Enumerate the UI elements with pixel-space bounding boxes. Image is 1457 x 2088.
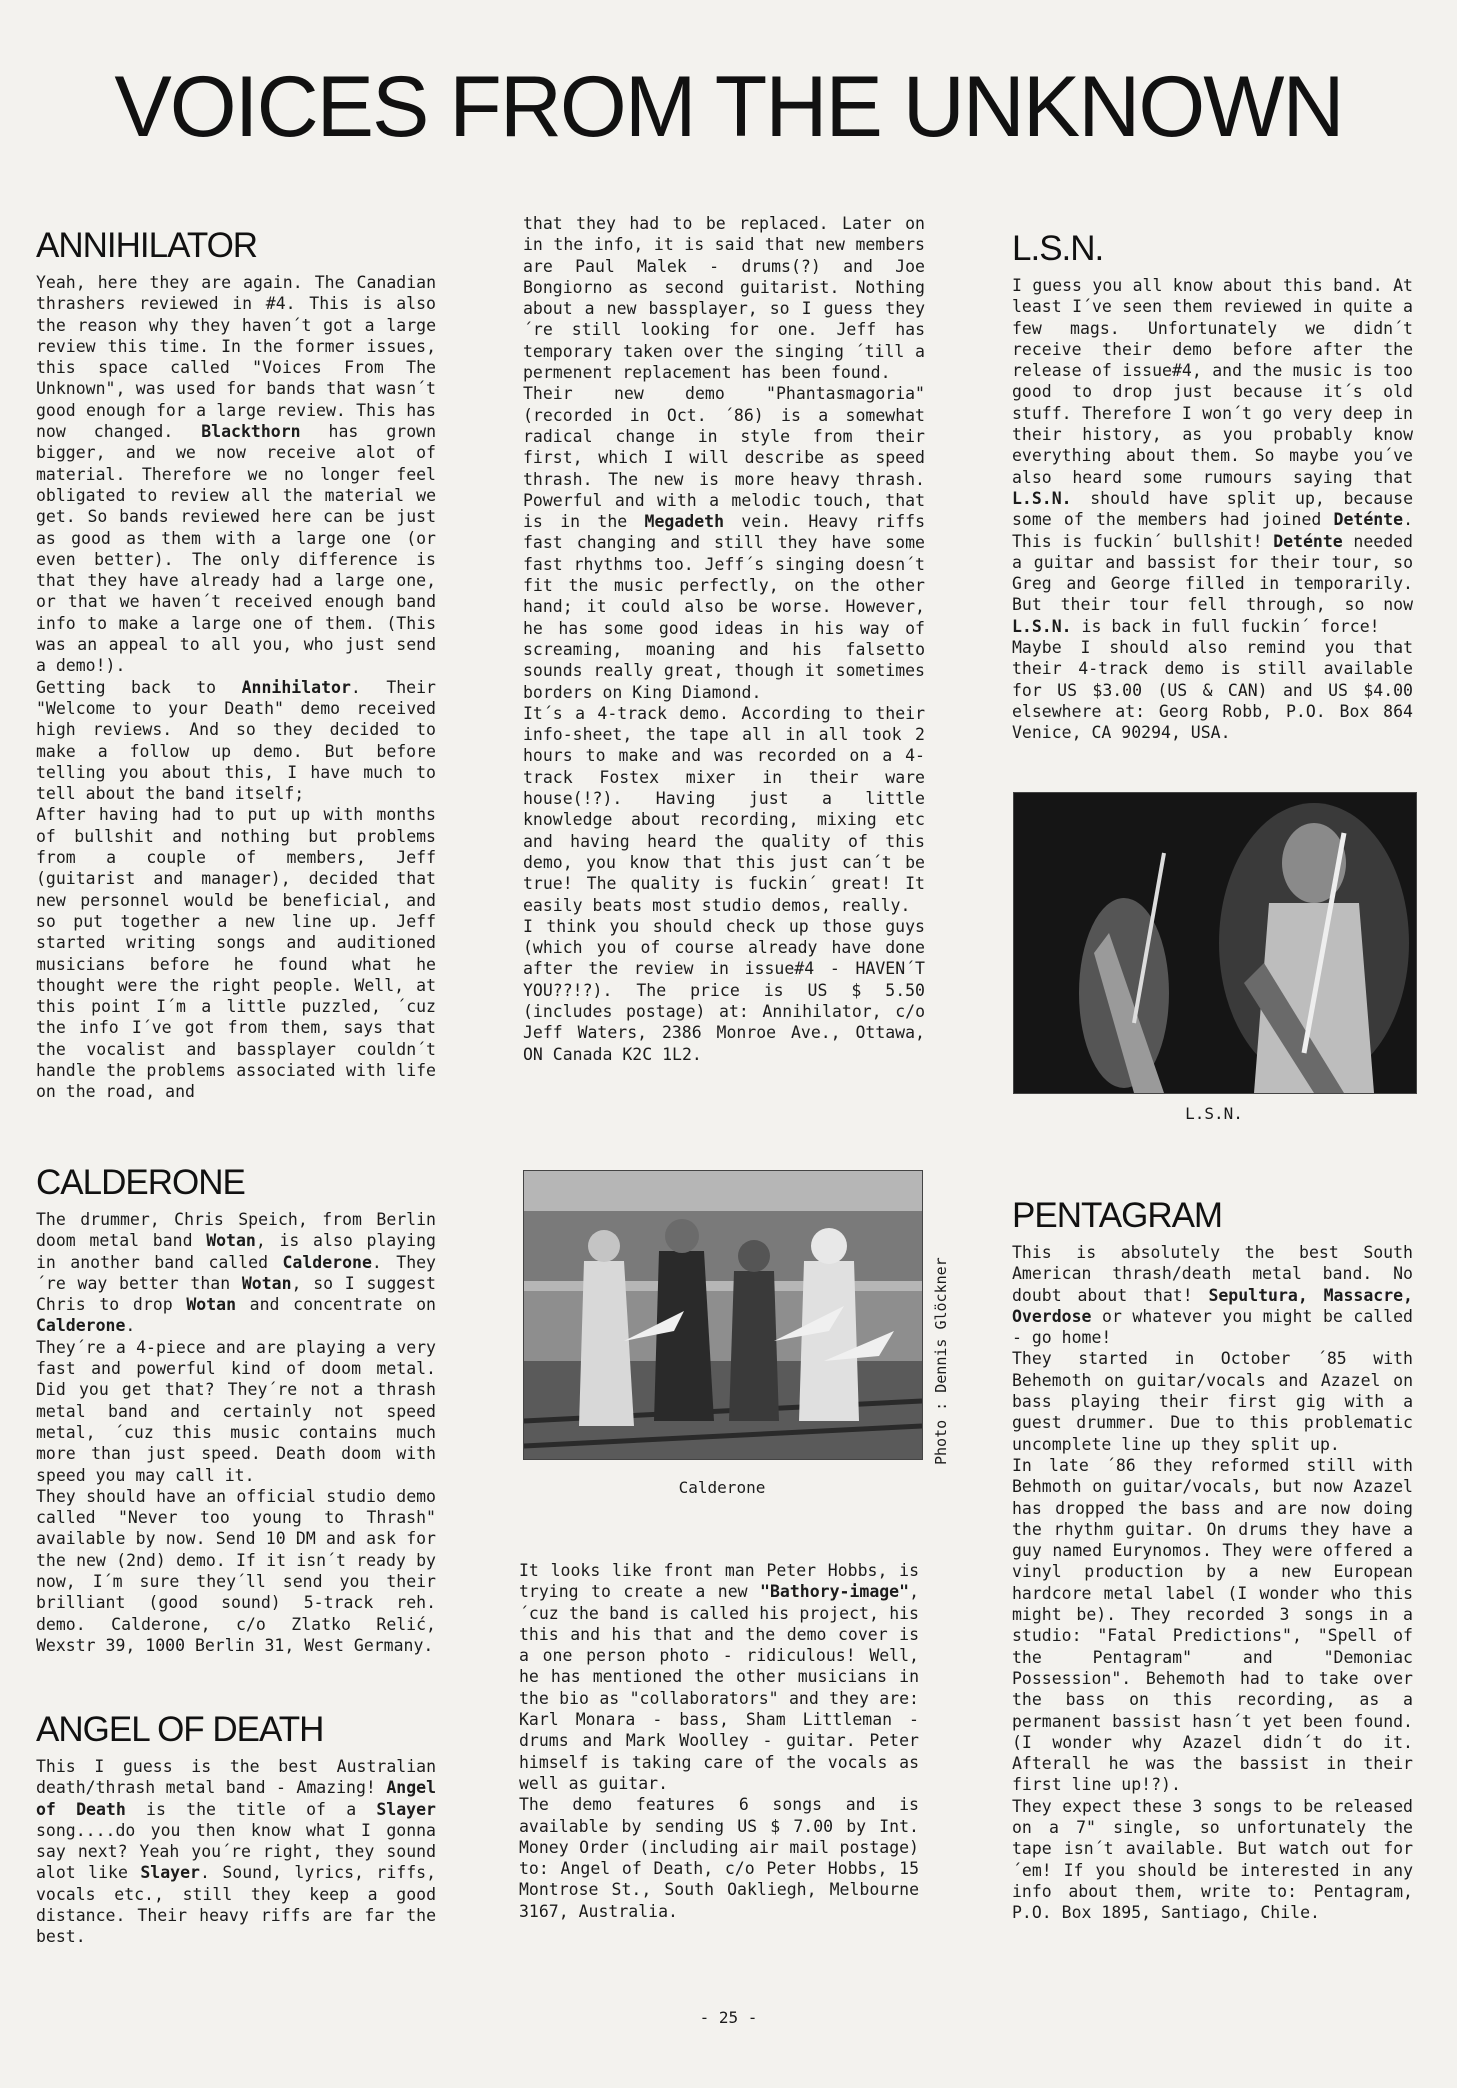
pentagram-paragraph: This is absolutely the best South American thrash/death metal band. No doubt about that! Sepultura, Massacre, Overdose or whatever you might be called - go home! bbox=[1012, 1243, 1413, 1348]
lsn-band-photo bbox=[1013, 792, 1417, 1094]
calderone-band-photo bbox=[523, 1170, 923, 1460]
calderone-paragraph: They´re a 4-piece and are playing a very fast and powerful kind of doom metal. Did you get that? They´re not a thrash metal band and certainly not speed metal, ´cuz this music contains much more than just speed. Death doom with speed you may call it. bbox=[36, 1337, 436, 1485]
lsn-heading: L.S.N. bbox=[1012, 229, 1104, 268]
annihilator-article bbox=[36, 226, 436, 1103]
calderone-heading: CALDERONE bbox=[36, 1163, 245, 1202]
pentagram-paragraph: In late ´86 they reformed still with Behmoth on guitar/vocals, but now Azazel has dropped the bass and are now doing the rhythm guitar. On drums they have a guy named Eurynomos. They were offered a vinyl production by a new European hardcore metal label (I wonder who this might be). They recorded 3 songs in a studio: "Fatal Predictions", "Spell of the Pentagram" and "Demoniac Possession". Behemoth had to take over the bass on this recording, as a permanent bassist hasn´t yet been found. (I wonder why Azazel didn´t do it. Afterall he was the bassist in their first line up!?). bbox=[1012, 1455, 1413, 1795]
lsn-photo-caption: L.S.N. bbox=[1185, 1104, 1243, 1123]
lsn-paragraph: I guess you all know about this band. At least I´ve seen them reviewed in quite a few mags. Unfortunately we didn´t receive their demo before after the release of issue#4, and the music is too good to drop just because it´s old stuff. Therefore I won´t go very deep in their history, as you probably know everything about them. So maybe you´ve also heard some rumours saying that L.S.N. should have split up, because some of the members had joined Deténte. This is fuckin´ bullshit! Deténte needed a guitar and bassist for their tour, so Greg and George filled in temporarily. But their tour fell through, so now L.S.N. is back in full fuckin´ force! bbox=[1012, 276, 1413, 636]
angel-of-death-paragraph: This I guess is the best Australian death/thrash metal band - Amazing! Angel of Death is the title of a Slayer song....do you then know what I gonna say next? Yeah you´re right, they sound alot like Slayer. Sound, lyrics, riffs, vocals etc., still they keep a good distance. Their heavy riffs are far the best. bbox=[36, 1757, 437, 1947]
lsn-paragraph: Maybe I should also remind you that their 4-track demo is still available for US $3.00 (US & CAN) and US $4.00 elsewhere at: Georg Robb, P.O. Box 864 Venice, CA 90294, USA. bbox=[1012, 638, 1413, 743]
pentagram-article bbox=[1012, 1196, 1413, 1924]
page-title: VOICES FROM THE UNKNOWN bbox=[114, 59, 1343, 155]
annihilator-paragraph: Getting back to Annihilator. Their "Welcome to your Death" demo received high reviews. And so they decided to make a follow up demo. But before telling you about this, I have much to tell about the band itself; bbox=[36, 677, 436, 804]
annihilator-paragraph: It´s a 4-track demo. According to their info-sheet, the tape all in all took 2 hours to make and was recorded on a 4-track Fostex mixer in their ware house(!?). Having just a little knowledge about recording, mixing etc and having heard the quality of this demo, you know that this just can´t be true! The quality is fuckin´ great! It easily beats most studio demos, really. bbox=[523, 703, 925, 915]
angel-of-death-paragraph: The demo features 6 songs and is available by sending US $ 7.00 by Int. Money Order (including air mail postage) to: Angel of Death, c/o Peter Hobbs, 15 Montrose St., South Oakliegh, Melbourne 3167, Australia. bbox=[519, 1795, 919, 1921]
annihilator-paragraph: Their new demo "Phantasmagoria" (recorded in Oct. ´86) is a somewhat radical change in style from their first, which I will describe as speed thrash. The new is more heavy thrash. Powerful and with a melodic touch, that is in the Megadeth vein. Heavy riffs fast changing and still they have some fast rhythms too. Jeff´s singing doesn´t fit the music perfectly, on the other hand; it could also be worse. However, he has some good ideas in his way of screaming, moaning and his falsetto sounds really great, though it sometimes borders on King Diamond. bbox=[523, 384, 926, 702]
annihilator-paragraph: Yeah, here they are again. The Canadian thrashers reviewed in #4. This is also the reason why they haven´t got a large review this time. In the former issues, this space called "Voices From The Unknown", was used for bands that wasn´t good enough for a large review. This has now changed. Blackthorn has grown bigger, and we now receive alot of material. Therefore we no longer feel obligated to review all the material we get. So bands reviewed here can be just as good as them with a large one (or even better). The only difference is that they have already had a large one, or that we haven´t received enough band info to make a large one of them. (This was an appeal to all you, who just send a demo!). bbox=[36, 273, 437, 676]
lsn-article bbox=[1012, 229, 1413, 744]
angel-of-death-heading: ANGEL OF DEATH bbox=[36, 1710, 324, 1749]
annihilator-paragraph: that they had to be replaced. Later on in the info, it is said that new members are Paul Malek - drums(?) and Joe Bongiorno as second guitarist. Nothing about a new bassplayer, so I guess they´re still looking for one. Jeff has temporary taken over the singing ´till a permenent replacement has been found. bbox=[523, 214, 925, 383]
calderone-paragraph: The drummer, Chris Speich, from Berlin doom metal band Wotan, is also playing in another band called Calderone. They´re way better than Wotan, so I suggest Chris to drop Wotan and concentrate on Calderone. bbox=[36, 1210, 436, 1336]
photo-credit: Photo : Dennis Glöckner bbox=[932, 1257, 950, 1465]
pentagram-paragraph: They expect these 3 songs to be released on a 7" single, so unfortunately the tape isn´t available. But watch out for´em! If you should be interested in any info about them, write to: Pentagram, P.O. Box 1895, Santiago, Chile. bbox=[1012, 1796, 1413, 1923]
annihilator-paragraph: I think you should check up those guys (which you of course already have done after the review in issue#4 - HAVEN´T YOU??!?). The price is US $ 5.50 (includes postage) at: Annihilator, c/o Jeff Waters, 2386 Monroe Ave., Ottawa, ON Canada K2C 1L2. bbox=[523, 916, 925, 1064]
pentagram-heading: PENTAGRAM bbox=[1012, 1196, 1223, 1235]
angel-of-death-paragraph: It looks like front man Peter Hobbs, is trying to create a new "Bathory-image", ´cuz the band is called his project, his this and his that and the demo cover is a one person photo - ridiculous! Well, he has mentioned the other musicians in the bio as "collaborators" and they are: Karl Monara - bass, Sham Littleman - drums and Mark Woolley - guitar. Peter himself is taking care of the vocals as well as guitar. bbox=[519, 1561, 919, 1793]
pentagram-paragraph: They started in October ´85 with Behemoth on guitar/vocals and Azazel on bass playing their first gig with a guest drummer. Due to this problematic uncomplete line up they split up. bbox=[1012, 1349, 1413, 1454]
angel-of-death-article bbox=[36, 1710, 436, 1948]
angel-of-death-continued bbox=[519, 1560, 919, 1922]
annihilator-paragraph: After having had to put up with months of bullshit and nothing but problems from a couple of members, Jeff (guitarist and manager), decided that new personnel would be beneficial, and so put together a new line up. Jeff started writing songs and auditioned musicians before he found what he thought were the right people. Well, at this point I´m a little puzzled, ´cuz the info I´ve got from them, says that the vocalist and bassplayer couldn´t handle the problems associated with life on the road, and bbox=[36, 805, 436, 1102]
annihilator-continued bbox=[523, 213, 925, 1065]
annihilator-heading: ANNIHILATOR bbox=[36, 226, 258, 265]
calderone-paragraph: They should have an official studio demo called "Never too young to Thrash" available by now. Send 10 DM and ask for the new (2nd) demo. If it isn´t ready by now, I´m sure they´ll send you their brilliant (good sound) 5-track reh. demo. Calderone, c/o Zlatko Relić, Wexstr 39, 1000 Berlin 31, West Germany. bbox=[36, 1486, 436, 1655]
calderone-article bbox=[36, 1163, 436, 1656]
page-number: - 25 - bbox=[699, 2008, 758, 2027]
calderone-photo-caption: Calderone bbox=[678, 1478, 766, 1497]
